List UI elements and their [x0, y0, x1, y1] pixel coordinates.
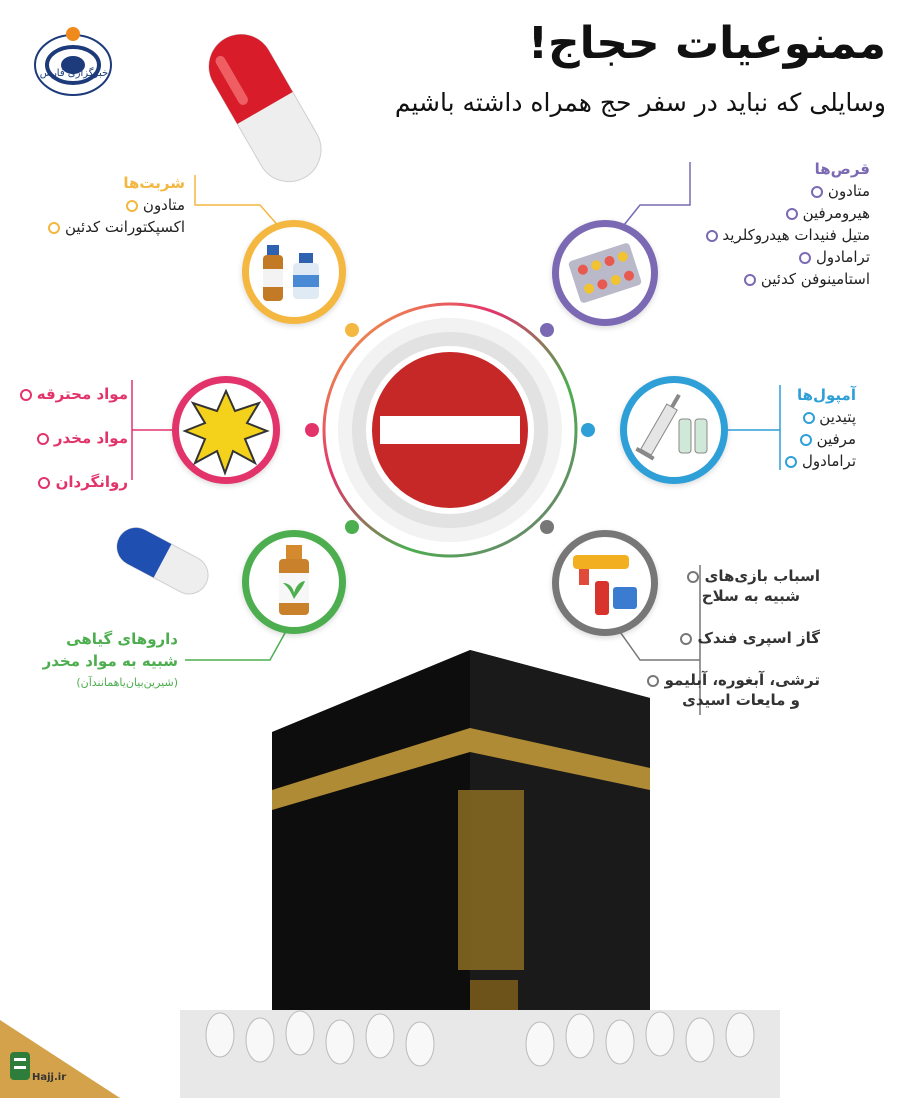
- list-item: متادون: [700, 180, 870, 202]
- bullet-icon: [799, 252, 811, 264]
- bullet-icon: [687, 571, 699, 583]
- list-item: اسباب بازی‌های: [641, 566, 820, 586]
- bullet-icon: [38, 477, 50, 489]
- pills-icon-circle: [552, 220, 658, 326]
- list-item: مرفین: [779, 428, 856, 450]
- hajj-logo-icon: [8, 1048, 32, 1084]
- pills-category: [700, 158, 870, 290]
- list-item: ترامادول: [779, 450, 856, 472]
- list-item: روانگردان: [14, 460, 128, 504]
- list-item: اکسپکتورانت کدئین: [42, 216, 185, 238]
- bullet-icon: [126, 200, 138, 212]
- bullet-icon: [706, 230, 718, 242]
- ampoule-icon-circle: [620, 376, 728, 484]
- herbal-title-line2: شبیه به مواد مخدر: [42, 652, 178, 670]
- herbal-bottle-icon: [249, 537, 339, 627]
- list-item: گاز اسپری فندک: [641, 628, 820, 648]
- site-name: Hajj.ir: [32, 1072, 67, 1083]
- list-item: ترشی، آبغوره، آبلیمو: [641, 670, 820, 690]
- list-item: پتیدین: [779, 406, 856, 428]
- page-subtitle: وسایلی که نباید در سفر حج همراه داشته باشیم: [394, 88, 886, 117]
- herbal-category: [43, 628, 178, 694]
- kaaba-illustration: [180, 640, 780, 1098]
- bullet-icon: [20, 389, 32, 401]
- explosion-icon: [179, 383, 273, 477]
- ampoules-title: آمپول‌ها: [796, 386, 856, 404]
- bullet-icon: [786, 208, 798, 220]
- bullet-icon: [803, 412, 815, 424]
- herbal-note: (شیرین‌بیان‌یاهمانندآن): [76, 676, 178, 689]
- syrup-icon-circle: [242, 220, 346, 324]
- bullet-icon: [785, 456, 797, 468]
- syringe-icon: [627, 383, 721, 477]
- explosive-icon-circle: [172, 376, 280, 484]
- substances-category: [14, 372, 128, 504]
- list-item: متیل فنیدات هیدروکلرید: [700, 224, 870, 246]
- list-item-cont: و مایعات اسیدی: [682, 691, 800, 709]
- pills-title: قرص‌ها: [814, 160, 870, 178]
- list-item: استامینوفن کدئین: [700, 268, 870, 290]
- logo-text: خبرگزاری فارس: [39, 68, 109, 79]
- herbal-icon-circle: [242, 530, 346, 634]
- bullet-icon: [37, 433, 49, 445]
- toy-gun-spray-icon: [559, 537, 651, 629]
- syrups-title: شربت‌ها: [123, 174, 185, 192]
- pill-blister-icon: [559, 227, 651, 319]
- page-title: ممنوعیات حجاج!: [527, 18, 886, 69]
- list-item: ترامادول: [700, 246, 870, 268]
- list-item-cont: شبیه به سلاح: [701, 587, 800, 605]
- bullet-icon: [811, 186, 823, 198]
- bullet-icon: [800, 434, 812, 446]
- herbal-title: داروهای گیاهی: [66, 630, 178, 648]
- list-item: مواد مخدر: [14, 416, 128, 460]
- list-item: مواد محترقه: [14, 372, 128, 416]
- bullet-icon: [48, 222, 60, 234]
- syrup-bottles-icon: [249, 227, 339, 317]
- list-item: هیرومرفین: [700, 202, 870, 224]
- syrups-category: [42, 172, 185, 238]
- bullet-icon: [744, 274, 756, 286]
- ampoules-category: [779, 384, 856, 472]
- list-item: متادون: [42, 194, 185, 216]
- no-entry-sign-icon: [364, 344, 536, 516]
